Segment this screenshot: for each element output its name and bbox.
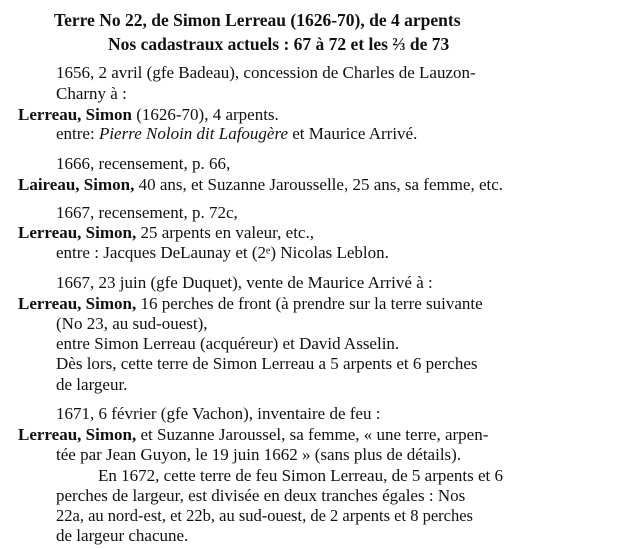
entry-5-name: Lerreau, Simon, [18,424,137,444]
entry-5-line-3: tée par Jean Guyon, le 19 juin 1662 » (sans plus de détails). [56,444,462,464]
entry-1-rest: (1626-70), 4 arpents. [131,104,279,124]
entry-1-name-line [18,105,279,125]
entry-1-entre-suffix: et Maurice Arrivé. [288,124,418,144]
entry-1-date-cont: Charny à : [56,83,127,103]
entry-1-entre-italic: Pierre Noloin dit Lafougère [98,124,288,144]
entry-5-date: 1671, 6 février (gfe Vachon), inventaire de feu : [56,404,381,424]
entry-4-line-4: entre Simon Lerreau (acquéreur) et David Asselin. [56,334,400,354]
closing-line-3: 22a, au nord-est, et 22b, au sud-ouest, de 2 arpents et 8 perches [56,506,473,526]
entry-2-date: 1666, recensement, p. 66, [56,154,231,174]
entry-5-name-line [18,425,488,445]
closing-line-1: En 1672, cette terre de feu Simon Lerreau, de 5 arpents et 6 [98,466,504,486]
entry-2-name: Laireau, Simon, [18,175,135,195]
entry-3-name: Lerreau, Simon, [18,223,137,243]
closing-line-2: perches de largeur, est divisée en deux tranches égales : Nos [56,486,466,506]
entry-3-name-line [18,223,314,243]
entry-1-date: 1656, 2 avril (gfe Badeau), concession de Charles de Lauzon- [56,62,476,82]
entry-2-rest: 40 ans, et Suzanne Jarousselle, 25 ans, sa femme, etc. [134,175,504,195]
entry-1-entre [56,124,417,144]
entry-4-name: Lerreau, Simon, [18,293,137,313]
entry-2-name-line [18,175,503,195]
entry-1-entre-prefix: entre: [56,124,99,144]
entry-5-rest: et Suzanne Jaroussel, sa femme, « une terre, arpen- [136,424,489,444]
entry-4-date: 1667, 23 juin (gfe Duquet), vente de Maurice Arrivé à : [56,273,433,293]
title-line-1: Terre No 22, de Simon Lerreau (1626-70), de 4 arpents [54,9,461,30]
entry-1-name: Lerreau, Simon [18,104,132,124]
entry-4-line-6: de largeur. [56,374,128,394]
entry-3-entre: entre : Jacques DeLaunay et (2ᵉ) Nicolas Leblon. [56,242,389,262]
entry-4-rest: 16 perches de front (à prendre sur la terre suivante [136,293,483,313]
entry-4-line-5: Dès lors, cette terre de Simon Lerreau a 5 arpents et 6 perches [56,354,478,374]
entry-4-name-line [18,294,483,314]
title-line-2: Nos cadastraux actuels : 67 à 72 et les ⅔ de 73 [108,33,450,54]
entry-4-line-3: (No 23, au sud-ouest), [56,313,208,333]
entry-3-rest: 25 arpents en valeur, etc., [136,223,314,243]
closing-line-4: de largeur chacune. [56,525,189,545]
entry-3-date: 1667, recensement, p. 72c, [56,203,238,223]
